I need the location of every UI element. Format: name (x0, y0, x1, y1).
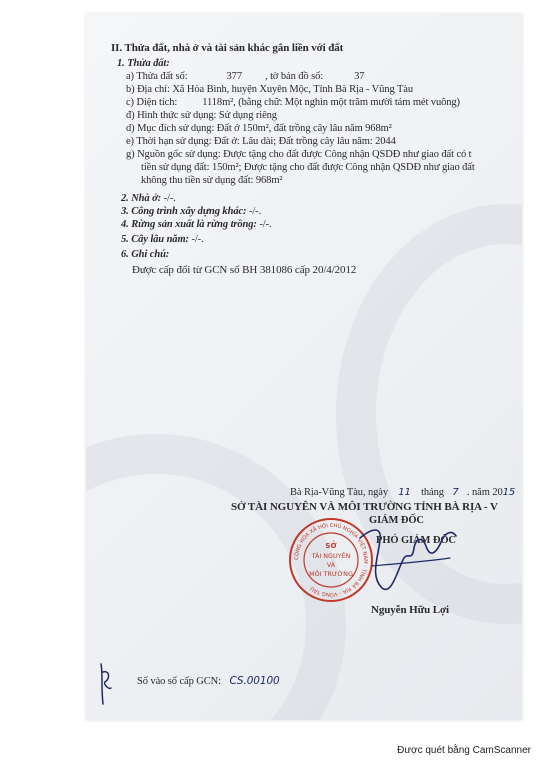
parcel-label: a) Thửa đất số: (126, 71, 188, 82)
stamp-center-text: TÀI NGUYÊN (311, 552, 351, 560)
duration-line: e) Thời hạn sử dụng: Đất ở: Lâu dài; Đất trồng cây lâu năm: 2044 (126, 136, 396, 147)
signature-stroke (372, 558, 450, 566)
house-value: -/-. (163, 193, 176, 204)
construction-value: -/-. (248, 206, 262, 217)
date-day: 11 (398, 487, 411, 498)
month-label: tháng (421, 487, 444, 498)
parcel-number: 377 (226, 71, 242, 82)
stamp-ring-text: CỘNG HÒA XÃ HỘI CHỦ NGHĨA VIỆT NAM · TỈNH BÀ RỊA - VŨNG TÀU (293, 522, 369, 598)
map-number: 37 (354, 71, 365, 82)
registry-number: CS.00100 (229, 675, 280, 687)
usage-form-line: đ) Hình thức sử dụng: Sử dụng riêng (126, 110, 277, 121)
land-heading: 1. Thửa đất: (117, 58, 170, 69)
construction-label: 3. Công trình xây dựng khác: (121, 206, 247, 217)
house-row (121, 193, 176, 204)
date-month: 7 (452, 487, 459, 498)
area-row (126, 97, 460, 108)
registry-row (137, 675, 280, 687)
department-name: SỞ TÀI NGUYÊN VÀ MÔI TRƯỜNG TỈNH BÀ RỊA - V (231, 501, 498, 513)
registry-label: Số vào sổ cấp GCN: (137, 676, 221, 687)
forest-label: 4. Rừng sản xuất là rừng trồng: (121, 219, 257, 230)
year-label: . năm 20 (466, 487, 503, 498)
construction-row (121, 206, 261, 217)
director-title: GIÁM ĐỐC (369, 515, 424, 526)
map-label: , tờ bản đồ số: (265, 71, 324, 82)
purpose-line: d) Mục đích sử dụng: Đất ở 150m², đất trồng cây lâu năm 968m² (126, 123, 392, 134)
handwritten-initial (95, 660, 117, 710)
stamp-center-text: SỞ (325, 542, 337, 550)
perennial-label: 5. Cây lâu năm: (121, 234, 189, 245)
origin-line: không thu tiền sử dụng đất: 968m² (141, 175, 283, 186)
address-line: b) Địa chỉ: Xã Hòa Bình, huyện Xuyên Mộc, Tỉnh Bà Rịa - Vũng Tàu (126, 84, 413, 95)
date-label: Bà Rịa-Vũng Tàu, ngày (290, 487, 389, 498)
date-year: 15 (502, 487, 516, 498)
signer-name: Nguyễn Hữu Lợi (371, 604, 449, 616)
parcel-row (126, 71, 364, 82)
house-label: 2. Nhà ở: (121, 193, 162, 204)
origin-line: tiền sử dụng đất: 150m²; Được tặng cho đất được Công nhận QSDĐ như giao đất (141, 162, 475, 173)
origin-line: g) Nguồn gốc sử dụng: Được tặng cho đất được Công nhận QSDĐ như giao đất có t (126, 149, 472, 160)
forest-value: -/-. (259, 219, 272, 230)
signing-date (290, 487, 515, 498)
section-title: II. Thửa đất, nhà ở và tài sản khác gắn liền với đất (111, 42, 344, 54)
stamp-center-text: VÀ (326, 561, 336, 569)
scanner-credit: Được quét bằng CamScanner (397, 745, 531, 756)
notes-value: Được cấp đổi từ GCN số BH 381086 cấp 20/4/2012 (132, 264, 357, 276)
stamp-center-text: MÔI TRƯỜNG (309, 570, 353, 578)
initial-stroke (101, 664, 111, 704)
forest-row (121, 219, 272, 230)
perennial-row (121, 234, 204, 245)
perennial-value: -/-. (191, 234, 204, 245)
handwritten-signature (352, 518, 462, 598)
notes-label: 6. Ghi chú: (121, 249, 170, 260)
area-label: c) Diện tích: (126, 97, 178, 108)
deputy-director-title: PHÓ GIÁM ĐỐC (376, 535, 456, 546)
area-value: 1118m², (bằng chữ: Một nghìn một trăm mười tám mét vuông) (202, 97, 460, 108)
